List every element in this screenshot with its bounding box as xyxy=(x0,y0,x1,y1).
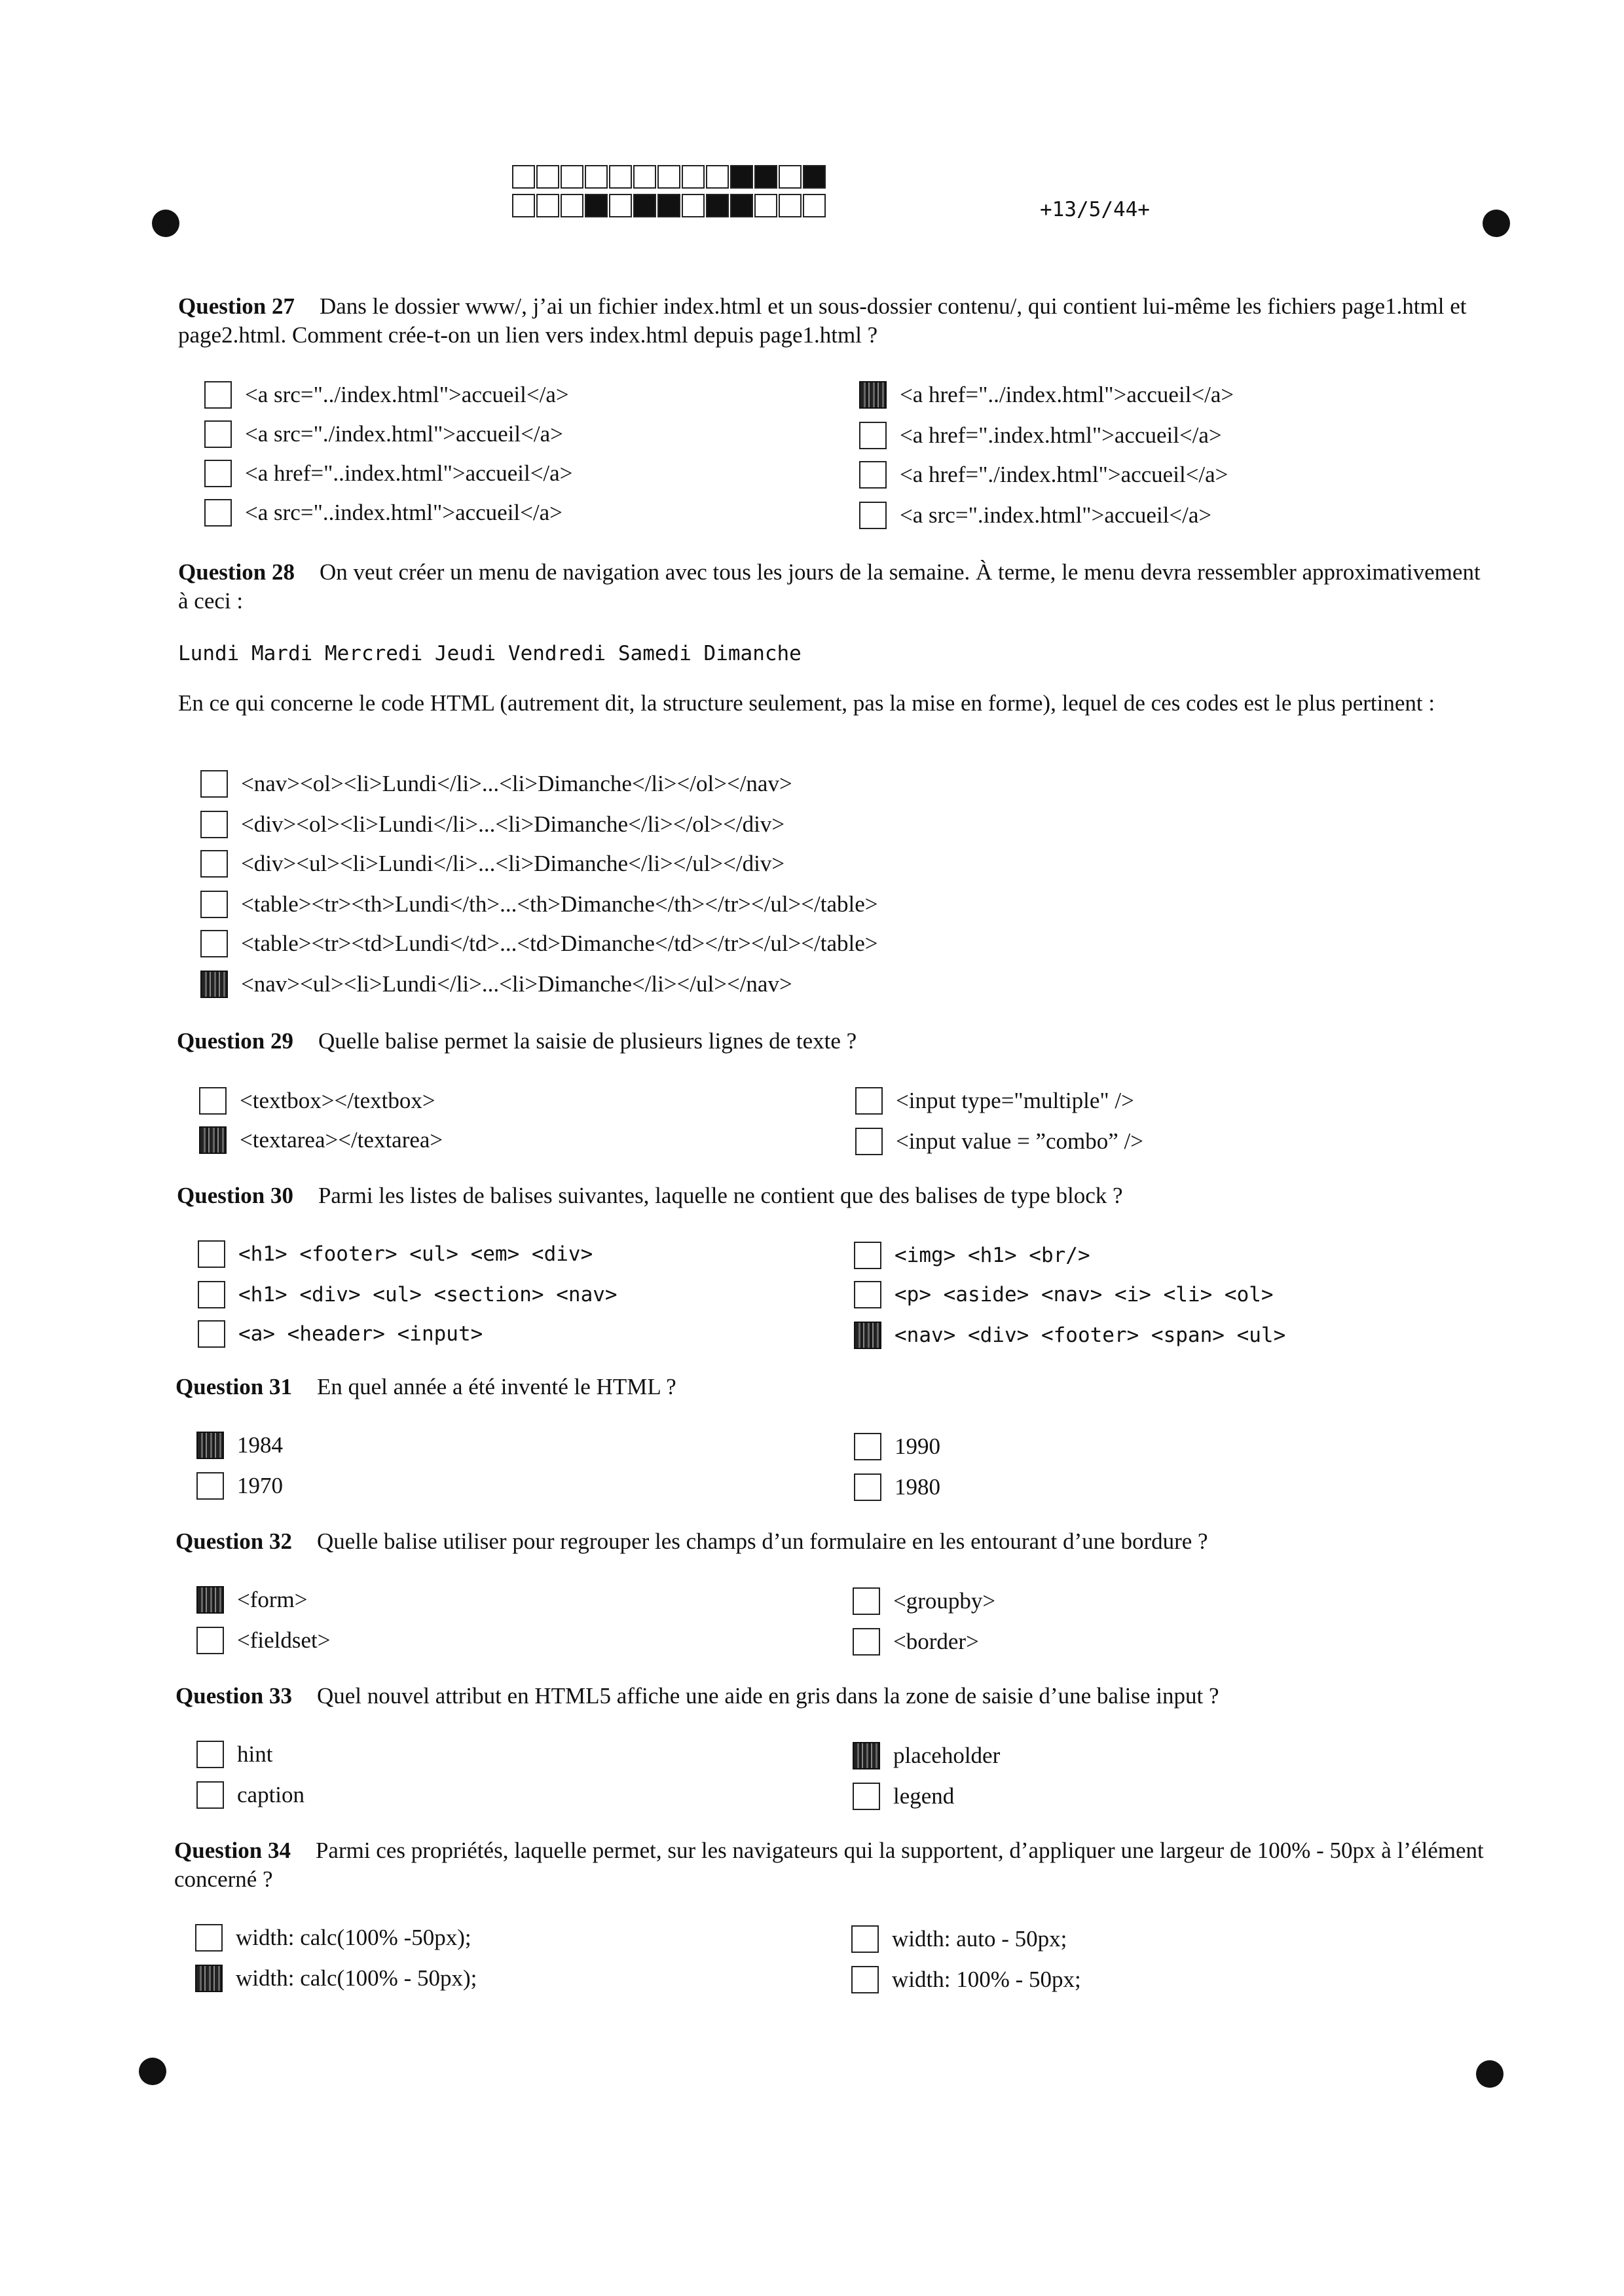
option[interactable] xyxy=(854,1239,1090,1272)
option-label: 1990 xyxy=(895,1434,940,1459)
barcode-cell xyxy=(803,194,826,217)
question-text: Question 33 Quel nouvel attribut en HTML5 affiche une aide en gris dans la zone de saisie d’une balise input ? xyxy=(175,1683,1219,1709)
checkbox[interactable] xyxy=(855,1128,883,1155)
checkbox[interactable] xyxy=(196,1432,224,1459)
question-text: Question 30 Parmi les listes de balises suivantes, laquelle ne contient que des balises de type block ? xyxy=(177,1183,1123,1208)
checkbox[interactable] xyxy=(196,1627,224,1654)
option[interactable] xyxy=(199,1084,435,1117)
option-label: width: calc(100% -50px); xyxy=(236,1925,471,1950)
checkbox[interactable] xyxy=(851,1966,879,1993)
checkbox[interactable] xyxy=(199,1126,227,1154)
checkbox[interactable] xyxy=(195,1924,223,1952)
checkbox[interactable] xyxy=(204,499,232,527)
option-label: 1984 xyxy=(237,1432,283,1458)
option-label: <form> xyxy=(237,1587,308,1612)
option[interactable] xyxy=(195,1962,477,1995)
barcode-cell xyxy=(609,194,632,217)
option[interactable] xyxy=(854,1319,1285,1352)
question-34 xyxy=(174,1836,1484,1894)
registration-dot-top-right xyxy=(1483,210,1510,237)
barcode-cell xyxy=(512,194,535,217)
option-label: <fieldset> xyxy=(237,1627,331,1653)
option[interactable] xyxy=(859,379,1234,411)
option[interactable] xyxy=(200,927,878,960)
checkbox[interactable] xyxy=(854,1242,881,1269)
option[interactable] xyxy=(853,1585,995,1618)
checkbox[interactable] xyxy=(859,381,887,409)
option[interactable] xyxy=(198,1318,483,1350)
option-label: <h1> <footer> <ul> <em> <div> xyxy=(238,1242,593,1266)
option-label: <table><tr><th>Lundi</th>...<th>Dimanche</th></tr></ul></table> xyxy=(241,891,878,917)
option-label: <border> xyxy=(893,1629,979,1654)
checkbox[interactable] xyxy=(853,1628,880,1656)
option-label: <table><tr><td>Lundi</td>...<td>Dimanche</td></tr></ul></table> xyxy=(241,931,878,956)
option-label: <div><ul><li>Lundi</li>...<li>Dimanche</li></ul></div> xyxy=(241,851,785,876)
option[interactable] xyxy=(200,888,878,921)
checkbox[interactable] xyxy=(196,1586,224,1614)
checkbox[interactable] xyxy=(200,930,228,957)
option[interactable] xyxy=(204,418,563,451)
checkbox[interactable] xyxy=(200,850,228,878)
question-text: Question 34 Parmi ces propriétés, laquelle permet, sur les navigateurs qui la supportent, d’appliquer une largeur de 100% - 50px à l’élément concerné ? xyxy=(174,1838,1484,1892)
checkbox[interactable] xyxy=(200,891,228,918)
option-label: <nav><ol><li>Lundi</li>...<li>Dimanche</li></ol></nav> xyxy=(241,771,792,796)
option[interactable] xyxy=(196,1470,283,1502)
question-27 xyxy=(178,292,1494,350)
barcode-cell xyxy=(779,194,802,217)
option[interactable] xyxy=(198,1278,618,1311)
question-text: Question 27 Dans le dossier www/, j’ai un fichier index.html et un sous-dossier contenu/, qui contient lui-même les fichiers page1.html et page2.html. Comment crée-t-on un lien vers index.html depuis page1.html ? xyxy=(178,293,1467,348)
option-label: caption xyxy=(237,1782,305,1807)
barcode-cell xyxy=(657,194,680,217)
option[interactable] xyxy=(853,1625,979,1658)
barcode-cell xyxy=(730,194,753,217)
option-label: <a href="..index.html">accueil</a> xyxy=(245,460,573,486)
option[interactable] xyxy=(204,379,569,411)
option-label: <a src="../index.html">accueil</a> xyxy=(245,382,569,407)
option[interactable] xyxy=(851,1923,1067,1955)
option-label: <a src="..index.html">accueil</a> xyxy=(245,500,563,525)
option-label: <h1> <div> <ul> <section> <nav> xyxy=(238,1283,618,1306)
option[interactable] xyxy=(200,768,792,800)
option[interactable] xyxy=(200,808,784,841)
question-label: Question 29 xyxy=(177,1028,293,1054)
barcode-cell xyxy=(706,194,729,217)
option-label: <a href="../index.html">accueil</a> xyxy=(900,382,1234,407)
checkbox[interactable] xyxy=(199,1087,227,1115)
option-label: <a> <header> <input> xyxy=(238,1322,483,1346)
option-label: <nav><ul><li>Lundi</li>...<li>Dimanche</li></ul></nav> xyxy=(241,971,792,997)
question-29 xyxy=(177,1027,1493,1056)
option[interactable] xyxy=(195,1921,471,1954)
option[interactable] xyxy=(859,419,1222,452)
option-label: <input value = ”combo” /> xyxy=(896,1128,1144,1154)
checkbox[interactable] xyxy=(196,1781,224,1809)
option-label: <a href=".index.html">accueil</a> xyxy=(900,422,1222,448)
checkbox[interactable] xyxy=(859,461,887,489)
barcode-cell xyxy=(682,194,705,217)
option[interactable] xyxy=(196,1583,308,1616)
option-label: 1970 xyxy=(237,1473,283,1498)
option-label: legend xyxy=(893,1783,955,1809)
question-label: Question 30 xyxy=(177,1183,293,1208)
question-33 xyxy=(175,1682,1492,1711)
option-label: width: 100% - 50px; xyxy=(892,1967,1081,1992)
question-label: Question 28 xyxy=(178,559,295,585)
option[interactable] xyxy=(855,1125,1143,1158)
checkbox[interactable] xyxy=(200,971,228,998)
option[interactable] xyxy=(204,496,563,529)
option-label: 1980 xyxy=(895,1474,940,1500)
barcode-cell xyxy=(803,165,826,189)
option-label: <img> <h1> <br/> xyxy=(895,1244,1090,1267)
question-28 xyxy=(178,558,1494,718)
question-label: Question 27 xyxy=(178,293,295,319)
question-32 xyxy=(175,1527,1492,1556)
option-label: <groupby> xyxy=(893,1588,996,1614)
checkbox[interactable] xyxy=(196,1472,224,1500)
option[interactable] xyxy=(854,1278,1274,1311)
option-label: <a href="./index.html">accueil</a> xyxy=(900,462,1228,487)
option-label: <a src="./index.html">accueil</a> xyxy=(245,421,563,447)
question-31 xyxy=(175,1373,1492,1401)
checkbox[interactable] xyxy=(200,770,228,798)
checkbox[interactable] xyxy=(853,1783,880,1810)
option[interactable] xyxy=(859,458,1228,491)
option[interactable] xyxy=(200,847,784,880)
page-id: +13/5/44+ xyxy=(1040,198,1150,221)
barcode-cell xyxy=(633,194,656,217)
question-text: Question 31 En quel année a été inventé le HTML ? xyxy=(175,1374,676,1399)
question-label: Question 34 xyxy=(174,1838,291,1863)
barcode-cell xyxy=(585,165,608,189)
option[interactable] xyxy=(196,1624,331,1657)
option-label: <p> <aside> <nav> <i> <li> <ol> xyxy=(895,1283,1274,1306)
checkbox[interactable] xyxy=(854,1281,881,1308)
checkbox[interactable] xyxy=(198,1320,225,1348)
option-label: width: calc(100% - 50px); xyxy=(236,1965,477,1991)
option[interactable] xyxy=(199,1124,443,1157)
barcode-cell xyxy=(561,194,583,217)
barcode-cell xyxy=(682,165,705,189)
checkbox[interactable] xyxy=(854,1433,881,1460)
checkbox[interactable] xyxy=(853,1742,880,1769)
barcode-cell xyxy=(609,165,632,189)
checkbox[interactable] xyxy=(851,1925,879,1953)
checkbox[interactable] xyxy=(195,1965,223,1992)
question-30 xyxy=(177,1181,1493,1210)
option-label: hint xyxy=(237,1741,273,1767)
option[interactable] xyxy=(854,1430,940,1463)
registration-dot-top-left xyxy=(152,210,179,237)
option-label: width: auto - 50px; xyxy=(892,1926,1067,1952)
checkbox[interactable] xyxy=(204,460,232,487)
registration-dot-bottom-left xyxy=(139,2058,166,2085)
option[interactable] xyxy=(855,1084,1134,1117)
barcode-cell xyxy=(754,194,777,217)
checkbox[interactable] xyxy=(198,1240,225,1268)
barcode-cell xyxy=(512,165,535,189)
checkbox[interactable] xyxy=(198,1281,225,1308)
barcode-cell xyxy=(754,165,777,189)
checkbox[interactable] xyxy=(200,811,228,838)
barcode-cell xyxy=(585,194,608,217)
option-label: <div><ol><li>Lundi</li>...<li>Dimanche</li></ol></div> xyxy=(241,811,785,837)
registration-dot-bottom-right xyxy=(1476,2060,1504,2088)
option[interactable] xyxy=(853,1780,954,1813)
barcode-cell xyxy=(706,165,729,189)
checkbox[interactable] xyxy=(204,381,232,409)
checkbox[interactable] xyxy=(854,1473,881,1501)
question-label: Question 33 xyxy=(175,1683,292,1709)
question-label: Question 31 xyxy=(175,1374,292,1399)
menu-example: Lundi Mardi Mercredi Jeudi Vendredi Samedi Dimanche xyxy=(178,642,802,665)
option[interactable] xyxy=(200,968,792,1001)
barcode-cell xyxy=(730,165,753,189)
barcode-row-1 xyxy=(512,165,827,189)
barcode-cell xyxy=(657,165,680,189)
option[interactable] xyxy=(854,1471,940,1504)
option[interactable] xyxy=(204,457,572,490)
option-label: <nav> <div> <footer> <span> <ul> xyxy=(895,1324,1286,1347)
option-label: placeholder xyxy=(893,1743,1001,1768)
barcode-row-2 xyxy=(512,194,827,217)
checkbox[interactable] xyxy=(196,1741,224,1768)
option[interactable] xyxy=(198,1238,593,1270)
checkbox[interactable] xyxy=(859,422,887,449)
question-text: Question 29 Quelle balise permet la saisie de plusieurs lignes de texte ? xyxy=(177,1028,857,1054)
option-label: <input type="multiple" /> xyxy=(896,1088,1134,1113)
checkbox[interactable] xyxy=(859,502,887,529)
checkbox[interactable] xyxy=(204,420,232,448)
option[interactable] xyxy=(851,1963,1081,1996)
question-label: Question 32 xyxy=(175,1528,292,1554)
barcode-cell xyxy=(536,194,559,217)
option[interactable] xyxy=(196,1738,272,1771)
checkbox[interactable] xyxy=(853,1587,880,1615)
option[interactable] xyxy=(196,1779,304,1811)
barcode-cell xyxy=(779,165,802,189)
option-label: <textarea></textarea> xyxy=(240,1127,443,1153)
barcode-cell xyxy=(633,165,656,189)
option[interactable] xyxy=(859,499,1211,532)
question-text: Question 32 Quelle balise utiliser pour regrouper les champs d’un formulaire en les entourant d’une bordure ? xyxy=(175,1528,1208,1554)
checkbox[interactable] xyxy=(855,1087,883,1115)
option-label: <textbox></textbox> xyxy=(240,1088,435,1113)
question-text-2: En ce qui concerne le code HTML (autrement dit, la structure seulement, pas la mise en forme), lequel de ces codes est le plus pertinent : xyxy=(178,690,1435,716)
barcode-cell xyxy=(536,165,559,189)
option[interactable] xyxy=(196,1429,283,1462)
question-text: Question 28 On veut créer un menu de navigation avec tous les jours de la semaine. À terme, le menu devra ressembler approximativement à ceci : xyxy=(178,559,1481,614)
option-label: <a src=".index.html">accueil</a> xyxy=(900,502,1212,528)
barcode-cell xyxy=(561,165,583,189)
option[interactable] xyxy=(853,1739,1000,1772)
checkbox[interactable] xyxy=(854,1322,881,1349)
